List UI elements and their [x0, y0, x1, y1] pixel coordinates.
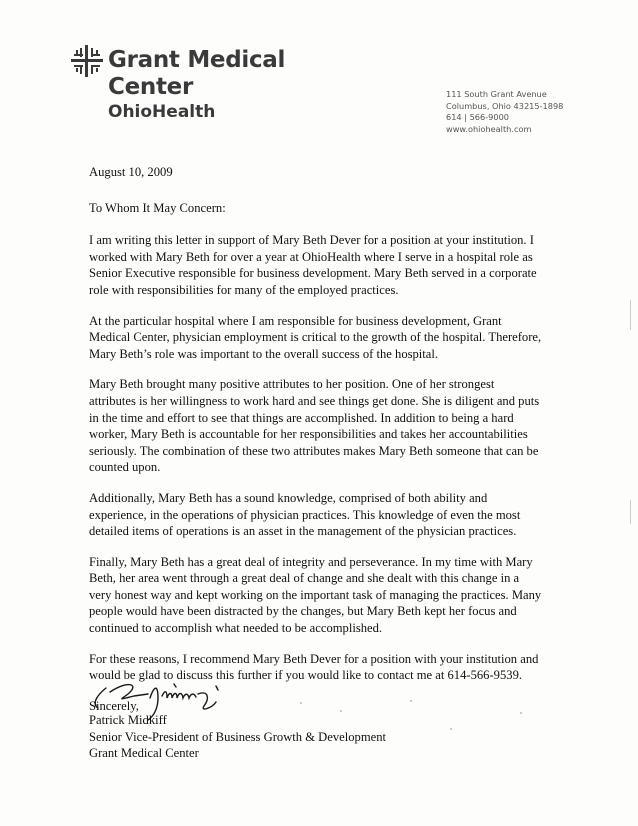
- signer-title: Senior Vice-President of Business Growth & Development: [89, 729, 387, 744]
- scan-speck: [520, 712, 522, 714]
- letterhead-address: [446, 89, 563, 135]
- line: attributes is her willingness to work hard and see things get done. She is diligent and puts: [89, 393, 540, 408]
- scan-speck: [410, 700, 412, 702]
- closing: Sincerely,: [89, 698, 139, 713]
- line: I am writing this letter in support of Mary Beth Dever for a position at your institution. I: [89, 233, 534, 248]
- address-city: Columbus, Ohio 43215-1898: [446, 100, 564, 111]
- paragraph-1: [89, 232, 559, 298]
- line: For these reasons, I recommend Mary Beth Dever for a position with your institution and: [89, 651, 539, 666]
- paragraph-2: [89, 313, 559, 363]
- grant-medical-logo-icon: [70, 44, 104, 78]
- line: continued to accomplish what needed to be accomplished.: [89, 621, 383, 636]
- scan-speck: [300, 702, 302, 704]
- line: Senior Executive responsible for business development. Mary Beth served in a corporate: [89, 266, 537, 281]
- scan-speck: [340, 710, 342, 712]
- paragraph-5: [89, 554, 559, 637]
- scan-edge-mark: [630, 500, 631, 524]
- address-website: www.ohiohealth.com: [446, 123, 532, 134]
- line: Medical Center, physician employment is critical to the growth of the hospital. Therefore,: [89, 330, 542, 345]
- line: would be glad to discuss this further if you would like to contact me at 614-566-9539.: [89, 668, 523, 683]
- line: seriously. The combination of these two attributes makes Mary Beth someone that can be: [89, 443, 539, 458]
- signer-name: Patrick Midkiff: [89, 713, 167, 727]
- line: people would have been distracted by the changes, but Mary Beth kept her focus and: [89, 604, 517, 619]
- line: in the time and effort to see that things are accomplished. In addition to being a hard: [89, 410, 514, 425]
- line: role with responsibilities for many of the employed practices.: [89, 282, 399, 297]
- brand-name-line1: Grant Medical: [108, 47, 286, 73]
- line: Additionally, Mary Beth has a sound knowledge, comprised of both ability and: [89, 490, 488, 505]
- brand-parent: OhioHealth: [108, 102, 216, 122]
- signature-block: [89, 712, 386, 762]
- letter-date: August 10, 2009: [89, 165, 173, 179]
- line: Beth, her area went through a great deal of change and she dealt with this change in a: [89, 571, 520, 586]
- line: very honest way and kept working on the important task of managing the practices. Many: [89, 587, 542, 602]
- line: worker, Mary Beth is accountable for her responsibilities and takes her accountabilities: [89, 427, 528, 442]
- paragraph-4: [89, 490, 559, 540]
- line: Mary Beth’s role was important to the overall success of the hospital.: [89, 346, 439, 361]
- letter-body: [89, 164, 559, 714]
- salutation: To Whom It May Concern:: [89, 200, 226, 215]
- address-street: 111 South Grant Avenue: [446, 89, 547, 99]
- brand-name-line2: Center: [108, 74, 193, 100]
- signer-organization: Grant Medical Center: [89, 746, 199, 761]
- address-phone: 614 | 566-9000: [446, 112, 510, 122]
- line: worked with Mary Beth for over a year at OhioHealth where I serve in a hospital role as: [89, 249, 533, 264]
- paragraph-3: [89, 376, 559, 476]
- line: detailed items of operations is an asset in the management of the physician practices.: [89, 524, 517, 539]
- line: Finally, Mary Beth has a great deal of integrity and perseverance. In my time with Mary: [89, 554, 533, 569]
- line: At the particular hospital where I am responsible for business development, Grant: [89, 313, 502, 328]
- scan-edge-mark: [630, 300, 631, 330]
- line: counted upon.: [89, 460, 161, 475]
- line: Mary Beth brought many positive attributes to her position. One of her strongest: [89, 377, 495, 392]
- scan-speck: [450, 728, 452, 730]
- line: experience, in the operations of physician practices. This knowledge of even the most: [89, 507, 521, 522]
